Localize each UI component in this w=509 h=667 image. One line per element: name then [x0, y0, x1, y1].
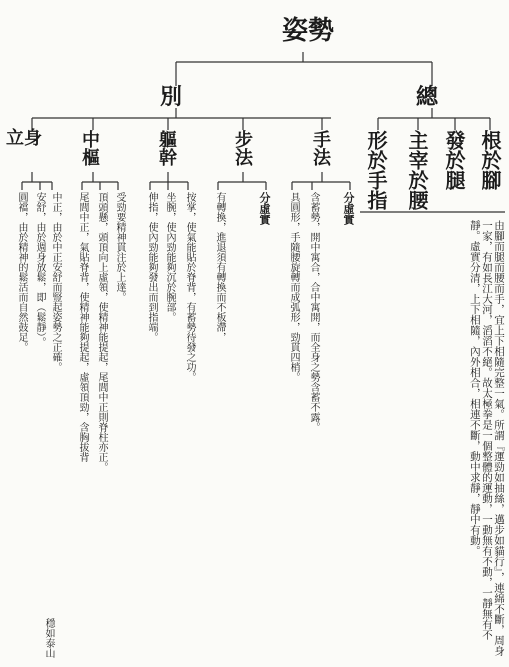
category-label-bufa: 步法 [232, 130, 253, 166]
bufa-sub-label: 分虛實 [258, 192, 271, 225]
lishen-note: 穩如泰山 [43, 618, 54, 658]
right-point-2: 發於腿 [442, 130, 466, 190]
category-label-zhongshu: 中樞 [79, 130, 100, 166]
right-point-4: 形於手指 [364, 130, 388, 210]
right-explanation-text: 由腳而腿而腰而手，宜上下相隨完整一氣。所謂『運勁如抽絲，邁步如貓行』，連綿不斷，周身一家，有如長江大河，滔滔不絕。故太極拳是一個整體的運動，一動無有不動，一靜無有不靜。虛實分清，上下相隨，內外相合，相連不斷，動中求靜，靜中有動。 [468, 220, 505, 656]
right-point-3: 主宰於腰 [405, 130, 429, 210]
lishen-item-2: 安舒，由於週身放鬆，即（鬆靜）。 [34, 192, 45, 347]
zhongshu-item-3: 受勁要精神貫注於上達。 [114, 192, 125, 302]
left-branch-title: 別 [160, 84, 183, 110]
category-label-lishen: 立身 [6, 128, 42, 149]
bufa-item-1: 有轉換，進退須有轉換而不板滯， [214, 192, 225, 342]
category-label-shoufa: 手法 [310, 130, 331, 166]
qugan-item-1: 伸指，使內勁能夠發出而到指端。 [146, 192, 157, 342]
zhongshu-item-1: 尾閭中正，氣貼脊背，使精神能夠提起，虛領頂勁，含胸拔背 [77, 192, 88, 462]
qugan-item-3: 按掌，使氣能貼於脊背，有蓄勢待發之功。 [184, 192, 195, 382]
qugan-item-2: 坐腕，使內勁能夠沉於腕部。 [164, 192, 175, 322]
root-node-title: 姿勢 [282, 16, 335, 46]
right-branch-title: 總 [416, 84, 439, 110]
shoufa-sub-label: 分虛實 [342, 192, 355, 225]
shoufa-item-1: 具圓形，手隨腰旋轉而成弧形，勁貫四梢。 [288, 192, 299, 382]
category-label-qugan: 軀幹 [156, 130, 177, 166]
lishen-item-3: 中正，由於中正安舒而豎起姿勢之正確。 [50, 192, 61, 372]
zhongshu-item-2: 頂頭懸，頭頂向上虛領，使精神能提起，尾閭中正則脊柱亦正。 [96, 192, 107, 472]
lishen-item-1: 圓襠，由於精神的鬆活而自然鼓足。 [16, 192, 27, 352]
right-point-1: 根於腳 [478, 130, 502, 190]
shoufa-item-2: 含蓄勢，開中寓合，合中寓開，而全身之勢含蓄不露。 [308, 192, 319, 432]
